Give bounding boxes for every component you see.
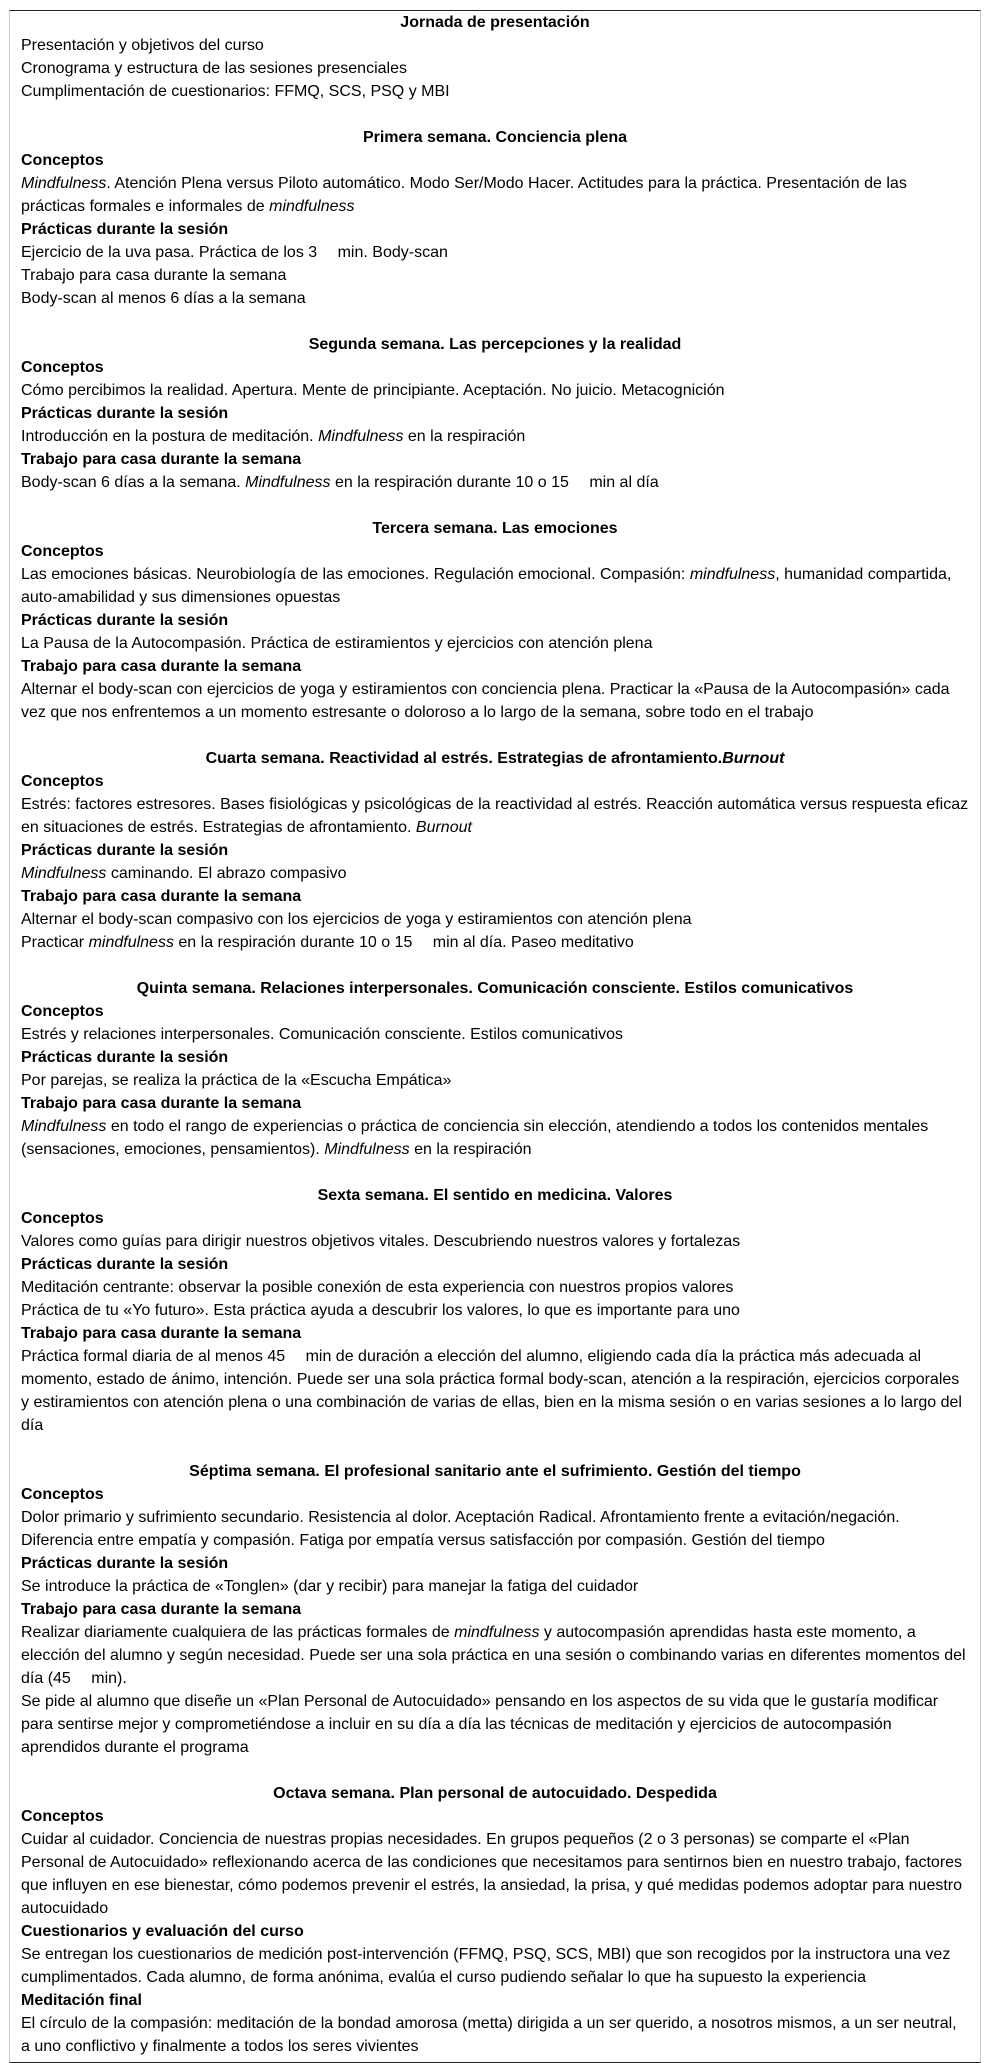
- text-segment: Prácticas durante la sesión: [21, 221, 229, 238]
- text-segment: en la respiración durante 10 o 15 min al día: [330, 474, 659, 491]
- italic-term: mindfulness: [269, 198, 355, 215]
- text-segment: Se pide al alumno que diseñe un «Plan Personal de Autocuidado» pensando en los aspectos de su vida que le gustaría modificar para sentirse mejor y comprometiéndose a incluir en su día a día las técnicas de meditación y ejercicios de autocompasión aprendidos durante el programa: [21, 1693, 939, 1756]
- title-text: Segunda semana. Las percepciones y la realidad: [308, 336, 682, 353]
- title-text: Quinta semana. Relaciones interpersonales. Comunicación consciente. Estilos comunicativos: [136, 980, 854, 997]
- session-title: [21, 747, 969, 770]
- content-line: [21, 1115, 969, 1161]
- text-segment: Estrés: factores estresores. Bases fisiológicas y psicológicas de la reactividad al estrés. Reacción automática versus respuesta eficaz en situaciones de estrés. Estrategias de afrontamiento.: [21, 796, 969, 836]
- content-line: [21, 172, 969, 218]
- content-line: [21, 57, 969, 80]
- subsection-heading: [21, 402, 969, 425]
- subsection-heading: [21, 885, 969, 908]
- content-line: [21, 471, 969, 494]
- program-table: [9, 10, 981, 2063]
- italic-term: Mindfulness: [245, 474, 331, 491]
- italic-term: mindfulness: [689, 566, 776, 583]
- session-section: [21, 1782, 969, 2058]
- subsection-heading: [21, 1920, 969, 1943]
- title-text: Octava semana. Plan personal de autocuidado. Despedida: [273, 1785, 717, 1802]
- session-section: [21, 1184, 969, 1437]
- content-line: [21, 1345, 969, 1437]
- content-line: [21, 80, 969, 103]
- content-line: [21, 678, 969, 724]
- text-segment: Dolor primario y sufrimiento secundario. Resistencia al dolor. Aceptación Radical. Afrontamiento frente a evitación/negación. Diferencia entre empatía y compasión. Fatiga por empatía versus satisfacción por compasión. Gestión del tiempo: [21, 1509, 900, 1549]
- content-line: [21, 264, 969, 287]
- text-segment: Conceptos: [21, 1210, 104, 1227]
- content-line: [21, 793, 969, 839]
- session-title: [21, 1782, 969, 1805]
- session-section: [21, 126, 969, 310]
- text-segment: Trabajo para casa durante la semana: [21, 888, 302, 905]
- title-text: Jornada de presentación: [400, 14, 590, 31]
- session-section: [21, 11, 969, 103]
- session-title: [21, 517, 969, 540]
- text-segment: Trabajo para casa durante la semana: [21, 658, 302, 675]
- title-text: Burnout: [722, 750, 785, 767]
- text-segment: Conceptos: [21, 1486, 104, 1503]
- text-segment: Prácticas durante la sesión: [21, 1555, 229, 1572]
- content-line: [21, 1621, 969, 1690]
- text-segment: en todo el rango de experiencias o práctica de conciencia sin elección, atendiendo a todos los contenidos mentales (sensaciones, emociones, pensamientos).: [21, 1118, 929, 1158]
- text-segment: Prácticas durante la sesión: [21, 1049, 229, 1066]
- text-segment: Prácticas durante la sesión: [21, 612, 229, 629]
- content-line: [21, 632, 969, 655]
- content-line: [21, 1690, 969, 1759]
- subsection-heading: [21, 218, 969, 241]
- text-segment: Body-scan 6 días a la semana.: [21, 474, 246, 491]
- subsection-heading: [21, 655, 969, 678]
- text-segment: Ejercicio de la uva pasa. Práctica de los 3 min. Body-scan: [21, 244, 448, 261]
- text-segment: en la respiración durante 10 o 15 min al día. Paseo meditativo: [173, 934, 634, 951]
- subsection-heading: [21, 609, 969, 632]
- title-text: Tercera semana. Las emociones: [372, 520, 618, 537]
- content-line: [21, 241, 969, 264]
- content-line: [21, 1506, 969, 1552]
- italic-term: Mindfulness: [21, 865, 107, 882]
- content-line: [21, 425, 969, 448]
- text-segment: Conceptos: [21, 773, 104, 790]
- text-segment: Conceptos: [21, 1808, 104, 1825]
- subsection-heading: [21, 1552, 969, 1575]
- text-segment: Practicar: [21, 934, 89, 951]
- subsection-heading: [21, 1322, 969, 1345]
- text-segment: Introducción en la postura de meditación.: [21, 428, 319, 445]
- subsection-heading: [21, 839, 969, 862]
- content-line: [21, 379, 969, 402]
- text-segment: Práctica de tu «Yo futuro». Esta práctica ayuda a descubrir los valores, lo que es importante para uno: [21, 1302, 740, 1319]
- text-segment: Valores como guías para dirigir nuestros objetivos vitales. Descubriendo nuestros valores y fortalezas: [21, 1233, 741, 1250]
- content-line: [21, 908, 969, 931]
- text-segment: Prácticas durante la sesión: [21, 1256, 229, 1273]
- session-section: [21, 1460, 969, 1759]
- text-segment: Trabajo para casa durante la semana: [21, 1325, 302, 1342]
- content-line: [21, 287, 969, 310]
- title-text: Primera semana. Conciencia plena: [362, 129, 628, 146]
- italic-term: mindfulness: [454, 1624, 540, 1641]
- subsection-heading: [21, 356, 969, 379]
- subsection-heading: [21, 770, 969, 793]
- content-line: [21, 1943, 969, 1989]
- text-segment: Cumplimentación de cuestionarios: FFMQ, SCS, PSQ y MBI: [21, 83, 450, 100]
- text-segment: Conceptos: [21, 1003, 104, 1020]
- text-segment: Cuestionarios y evaluación del curso: [21, 1923, 304, 1940]
- session-title: [21, 1184, 969, 1207]
- text-segment: Alternar el body-scan compasivo con los ejercicios de yoga y estiramientos con atención plena: [21, 911, 692, 928]
- session-title: [21, 126, 969, 149]
- content-line: [21, 862, 969, 885]
- text-segment: Prácticas durante la sesión: [21, 842, 229, 859]
- italic-term: Mindfulness: [324, 1141, 410, 1158]
- subsection-heading: [21, 1092, 969, 1115]
- content-line: [21, 34, 969, 57]
- session-title: [21, 11, 969, 34]
- subsection-heading: [21, 1805, 969, 1828]
- text-segment: Práctica formal diaria de al menos 45 min de duración a elección del alumno, eligiendo cada día la práctica más adecuada al momento, estado de ánimo, intención. Puede ser una sola práctica formal body-scan, atención a la respiración, ejercicios corporales y estiramientos con atención plena o una combinación de varias de ellas, bien en la misma sesión o en varias sesiones a lo largo del día: [21, 1348, 962, 1434]
- text-segment: y autocompasión aprendidas hasta este momento, a elección del alumno y según necesidad. Puede ser una sola práctica en una sesión o combinando varias en diferentes momentos del día (45 min).: [21, 1624, 966, 1687]
- subsection-heading: [21, 1253, 969, 1276]
- session-section: [21, 977, 969, 1161]
- italic-term: Mindfulness: [21, 175, 107, 192]
- subsection-heading: [21, 540, 969, 563]
- text-segment: Conceptos: [21, 359, 104, 376]
- subsection-heading: [21, 448, 969, 471]
- text-segment: en la respiración: [409, 1141, 532, 1158]
- text-segment: Alternar el body-scan con ejercicios de yoga y estiramientos con conciencia plena. Practicar la «Pausa de la Autocompasión» cada vez que nos enfrentemos a un momento estresante o doloroso a lo largo de la semana, sobre todo en el trabajo: [21, 681, 950, 721]
- title-text: Sexta semana. El sentido en medicina. Valores: [317, 1187, 673, 1204]
- text-segment: Trabajo para casa durante la semana: [21, 1601, 302, 1618]
- text-segment: Presentación y objetivos del curso: [21, 37, 264, 54]
- text-segment: caminando. El abrazo compasivo: [106, 865, 347, 882]
- text-segment: Body-scan al menos 6 días a la semana: [21, 290, 306, 307]
- text-segment: Conceptos: [21, 152, 104, 169]
- text-segment: Cómo percibimos la realidad. Apertura. Mente de principiante. Aceptación. No juicio. Metacognición: [21, 382, 725, 399]
- session-title: [21, 1460, 969, 1483]
- subsection-heading: [21, 1046, 969, 1069]
- italic-term: Mindfulness: [21, 1118, 107, 1135]
- subsection-heading: [21, 1000, 969, 1023]
- title-text: Séptima semana. El profesional sanitario ante el sufrimiento. Gestión del tiempo: [189, 1463, 801, 1480]
- text-segment: La Pausa de la Autocompasión. Práctica de estiramientos y ejercicios con atención plena: [21, 635, 653, 652]
- content-line: [21, 931, 969, 954]
- content-line: [21, 1023, 969, 1046]
- text-segment: El círculo de la compasión: meditación de la bondad amorosa (metta) dirigida a un ser querido, a nosotros mismos, a un ser neutral, a uno conflictivo y finalmente a todos los seres vivientes: [21, 2015, 957, 2055]
- italic-term: mindfulness: [88, 934, 174, 951]
- title-text: Cuarta semana. Reactividad al estrés. Estrategias de afrontamiento.: [205, 750, 723, 767]
- session-section: [21, 747, 969, 954]
- subsection-heading: [21, 1989, 969, 2012]
- text-segment: Realizar diariamente cualquiera de las prácticas formales de: [21, 1624, 455, 1641]
- text-segment: Trabajo para casa durante la semana: [21, 1095, 302, 1112]
- text-segment: Prácticas durante la sesión: [21, 405, 229, 422]
- session-section: [21, 517, 969, 724]
- text-segment: Cuidar al cuidador. Conciencia de nuestras propias necesidades. En grupos pequeños (2 o 3 personas) se comparte el «Plan Personal de Autocuidado» reflexionando acerca de las condiciones que necesitamos para sentirnos bien en nuestro trabajo, factores que influyen en ese bienestar, cómo podemos prevenir el estrés, la ansiedad, la prisa, y qué medidas podemos adoptar para nuestro autocuidado: [21, 1831, 963, 1917]
- text-segment: Conceptos: [21, 543, 104, 560]
- content-line: [21, 2012, 969, 2058]
- text-segment: Se introduce la práctica de «Tonglen» (dar y recibir) para manejar la fatiga del cuidador: [21, 1578, 639, 1595]
- text-segment: Cronograma y estructura de las sesiones presenciales: [21, 60, 407, 77]
- italic-term: Mindfulness: [318, 428, 404, 445]
- text-segment: en la respiración: [403, 428, 526, 445]
- content-line: [21, 1276, 969, 1299]
- subsection-heading: [21, 1207, 969, 1230]
- text-segment: Meditación final: [21, 1992, 142, 2009]
- italic-term: Burnout: [415, 819, 472, 836]
- text-segment: Trabajo para casa durante la semana: [21, 267, 287, 284]
- subsection-heading: [21, 1598, 969, 1621]
- text-segment: Meditación centrante: observar la posible conexión de esta experiencia con nuestros propios valores: [21, 1279, 734, 1296]
- content-line: [21, 563, 969, 609]
- content-line: [21, 1575, 969, 1598]
- content-line: [21, 1299, 969, 1322]
- text-segment: Por parejas, se realiza la práctica de la «Escucha Empática»: [21, 1072, 452, 1089]
- subsection-heading: [21, 1483, 969, 1506]
- content-line: [21, 1828, 969, 1920]
- content-line: [21, 1230, 969, 1253]
- text-segment: . Atención Plena versus Piloto automático. Modo Ser/Modo Hacer. Actitudes para la práctica. Presentación de las prácticas formales e informales de: [21, 175, 907, 215]
- text-segment: Las emociones básicas. Neurobiología de las emociones. Regulación emocional. Compasión:: [21, 566, 690, 583]
- subsection-heading: [21, 149, 969, 172]
- text-segment: Se entregan los cuestionarios de medición post-intervención (FFMQ, PSQ, SCS, MBI) que son recogidos por la instructora una vez cumplimentados. Cada alumno, de forma anónima, evalúa el curso pudiendo señalar lo que ha supuesto la experiencia: [21, 1946, 951, 1986]
- text-segment: Trabajo para casa durante la semana: [21, 451, 302, 468]
- session-title: [21, 977, 969, 1000]
- session-section: [21, 333, 969, 494]
- text-segment: , humanidad compartida, auto-amabilidad y sus dimensiones opuestas: [21, 566, 952, 606]
- text-segment: Estrés y relaciones interpersonales. Comunicación consciente. Estilos comunicativos: [21, 1026, 624, 1043]
- content-line: [21, 1069, 969, 1092]
- session-title: [21, 333, 969, 356]
